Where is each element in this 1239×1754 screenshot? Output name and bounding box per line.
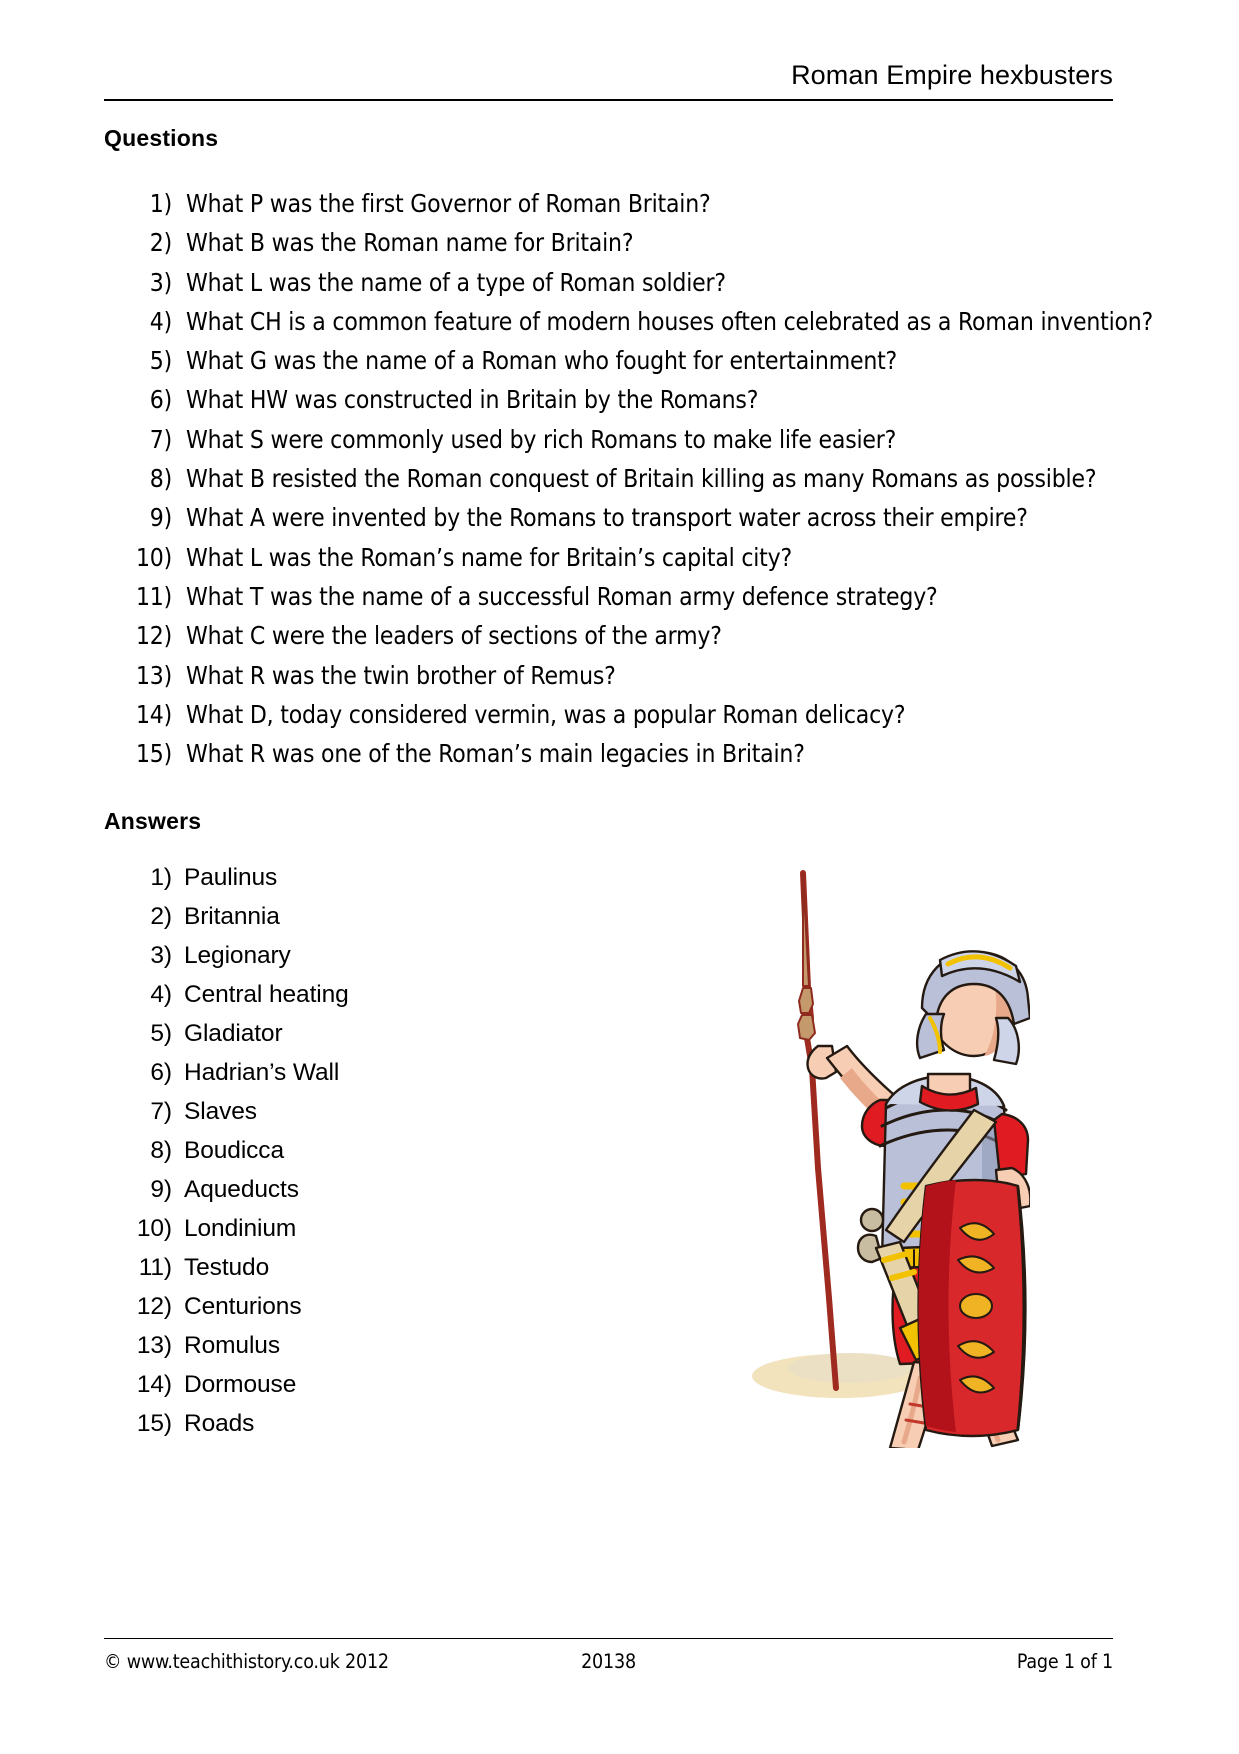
questions-list: [134, 184, 1153, 773]
question-text: What D, today considered vermin, was a popular Roman delicacy?: [186, 699, 906, 729]
question-text: What A were invented by the Romans to transport water across their empire?: [186, 503, 1028, 533]
answer-number: 14): [136, 1371, 172, 1398]
footer-copyright: © www.teachithistory.co.uk 2012: [104, 1650, 389, 1673]
page-footer: [104, 1638, 1113, 1676]
answer-number: 11): [138, 1254, 172, 1281]
page-header: [104, 58, 1113, 104]
answer-number: 3): [150, 942, 172, 969]
answer-item: [134, 1404, 349, 1443]
answer-number: 4): [150, 981, 172, 1008]
answer-item: [134, 1365, 349, 1404]
answer-number: 6): [150, 1059, 172, 1086]
answer-number: 13): [136, 1332, 172, 1359]
question-item: [134, 656, 1153, 695]
answer-number: 2): [150, 903, 172, 930]
answer-text: Hadrian’s Wall: [184, 1059, 340, 1086]
question-item: [134, 223, 1153, 262]
question-item: [134, 734, 1153, 773]
answer-text: Dormouse: [184, 1371, 297, 1398]
questions-section-heading: Questions: [104, 125, 219, 151]
question-text: What B resisted the Roman conquest of Britain killing as many Romans as possible?: [186, 464, 1097, 494]
question-number: 4): [149, 306, 172, 336]
answer-item: [134, 897, 349, 936]
question-item: [134, 538, 1153, 577]
answers-section-heading: Answers: [104, 808, 202, 834]
question-text: What R was the twin brother of Remus?: [186, 660, 616, 690]
question-text: What B was the Roman name for Britain?: [186, 228, 634, 258]
question-number: 2): [149, 228, 172, 258]
question-text: What S were commonly used by rich Romans to make life easier?: [186, 424, 897, 454]
answer-text: Londinium: [184, 1215, 297, 1242]
question-text: What T was the name of a successful Roman army defence strategy?: [186, 581, 938, 611]
answers-list: [134, 858, 349, 1443]
answer-number: 5): [150, 1020, 172, 1047]
question-item: [134, 184, 1153, 223]
question-number: 6): [149, 385, 172, 415]
question-number: 5): [149, 346, 172, 376]
question-item: [134, 302, 1153, 341]
answer-text: Aqueducts: [184, 1176, 299, 1203]
footer-page-number: Page 1 of 1: [1016, 1650, 1113, 1673]
answer-text: Central heating: [184, 981, 349, 1008]
answer-number: 9): [150, 1176, 172, 1203]
question-number: 14): [135, 699, 172, 729]
footer-divider: [104, 1638, 1113, 1639]
question-number: 3): [149, 267, 172, 297]
question-number: 1): [149, 189, 172, 218]
question-item: [134, 341, 1153, 380]
answer-item: [134, 1287, 349, 1326]
question-item: [134, 616, 1153, 655]
footer-reference-number: 20138: [581, 1650, 636, 1673]
question-number: 7): [149, 424, 172, 454]
question-number: 11): [135, 581, 172, 611]
question-item: [134, 577, 1153, 616]
answer-number: 10): [136, 1215, 172, 1242]
answer-text: Slaves: [184, 1098, 257, 1125]
answer-text: Britannia: [184, 903, 280, 930]
question-text: What CH is a common feature of modern houses often celebrated as a Roman invention?: [186, 306, 1154, 336]
answer-item: [134, 1053, 349, 1092]
question-text: What C were the leaders of sections of the army?: [186, 621, 722, 651]
answer-number: 8): [150, 1137, 172, 1164]
answer-item: [134, 1131, 349, 1170]
answer-text: Boudicca: [184, 1137, 284, 1164]
answer-number: 12): [136, 1293, 172, 1320]
question-text: What G was the name of a Roman who fought for entertainment?: [186, 346, 898, 376]
header-divider: [104, 99, 1113, 101]
question-number: 15): [135, 739, 172, 769]
question-text: What P was the first Governor of Roman Britain?: [186, 189, 711, 218]
answer-item: [134, 1014, 349, 1053]
answer-item: [134, 1326, 349, 1365]
question-number: 12): [135, 621, 172, 651]
question-text: What R was one of the Roman’s main legacies in Britain?: [186, 739, 805, 769]
answer-item: [134, 1092, 349, 1131]
header-title: Roman Empire hexbusters: [791, 60, 1113, 90]
answer-text: Romulus: [184, 1332, 280, 1359]
roman-legionary-illustration: [690, 868, 1030, 1448]
answer-number: 7): [150, 1098, 172, 1125]
answer-number: 15): [136, 1410, 172, 1437]
answer-text: Centurions: [184, 1293, 302, 1320]
answer-text: Gladiator: [184, 1020, 283, 1047]
answer-item: [134, 1248, 349, 1287]
question-text: What L was the Roman’s name for Britain’s capital city?: [186, 542, 792, 572]
answer-item: [134, 1209, 349, 1248]
question-text: What HW was constructed in Britain by the Romans?: [186, 385, 759, 415]
answer-text: Paulinus: [184, 864, 278, 891]
question-number: 13): [135, 660, 172, 690]
question-item: [134, 498, 1153, 537]
answer-text: Testudo: [184, 1254, 270, 1281]
answer-item: [134, 1170, 349, 1209]
footer-row: [104, 1648, 1113, 1676]
question-item: [134, 695, 1153, 734]
question-item: [134, 380, 1153, 419]
answer-item: [134, 858, 349, 897]
answer-text: Roads: [184, 1410, 255, 1437]
answer-text: Legionary: [184, 942, 291, 969]
question-text: What L was the name of a type of Roman soldier?: [186, 267, 726, 297]
question-item: [134, 459, 1153, 498]
question-number: 10): [135, 542, 172, 572]
answer-number: 1): [150, 864, 172, 891]
question-number: 9): [149, 503, 172, 533]
question-number: 8): [149, 464, 172, 494]
answer-item: [134, 936, 349, 975]
question-item: [134, 420, 1153, 459]
question-item: [134, 263, 1153, 302]
answer-item: [134, 975, 349, 1014]
